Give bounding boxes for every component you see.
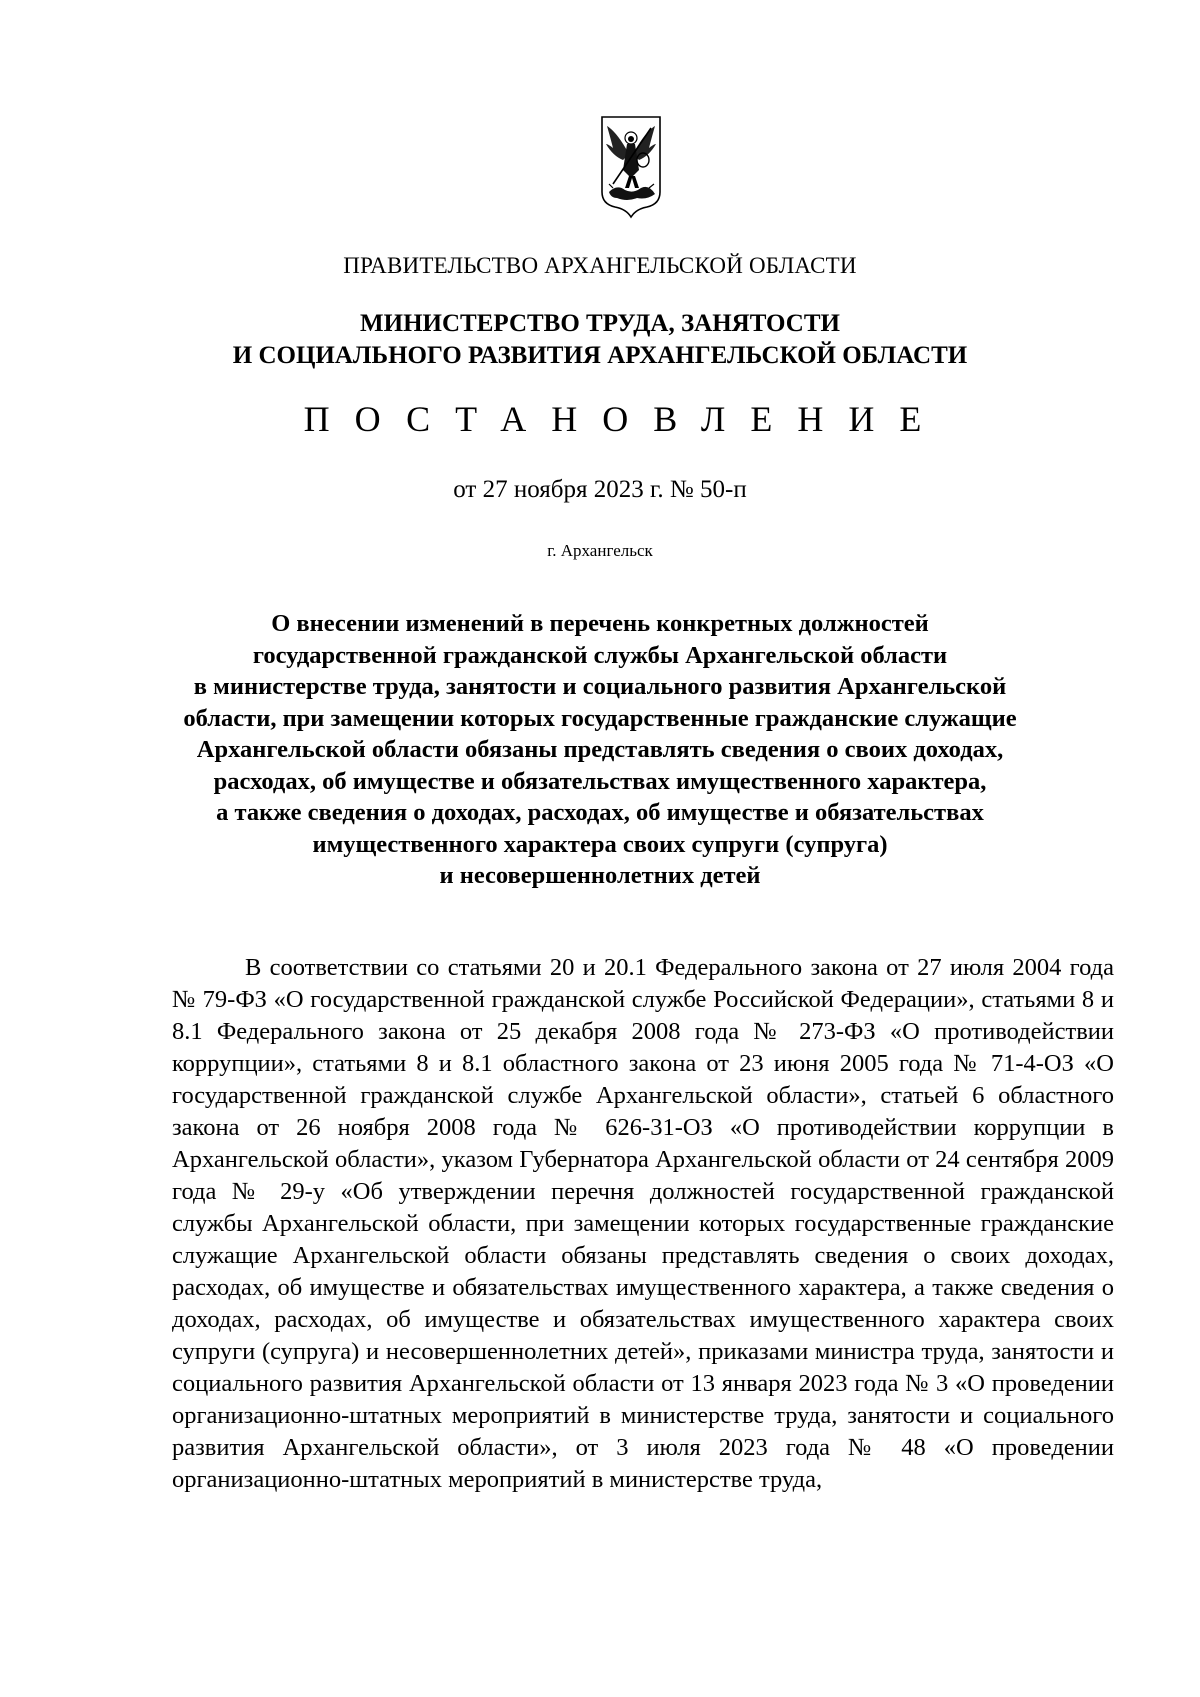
ministry-name-line-2: И СОЦИАЛЬНОГО РАЗВИТИЯ АРХАНГЕЛЬСКОЙ ОБЛАСТИ bbox=[232, 342, 968, 369]
title-line: в министерстве труда, занятости и социального развития Архангельской bbox=[193, 673, 1007, 700]
title-line: государственной гражданской службы Архангельской области bbox=[252, 641, 948, 669]
body-paragraph: В соответствии со статьями 20 и 20.1 Федерального закона от 27 июля 2004 года № 79-ФЗ «О государственной гражданской службе Российской Федерации», статьями 8 и 8.1 Федерального закона от 25 декабря 2008 года № 273-ФЗ «О противодействии коррупции», статьями 8 и 8.1 областного закона от 23 июня 2005 года № 71-4-ОЗ «О государственной гражданской службе Архангельской области», статьей 6 областного закона от 26 ноября 2008 года № 626-31-ОЗ «О противодействии коррупции в Архангельской области», указом Губернатора Архангельской области от 24 сентября 2009 года № 29-у «Об утверждении перечня должностей государственной гражданской службы Архангельской области, при замещении которых государственные гражданские служащие Архангельской области обязаны представлять сведения о своих доходах, расходах, об имуществе и обязательствах имущественного характера, а также сведения о доходах, расходах, об имуществе и обязательствах имущественного характера своих супруги (супруга) и несовершеннолетних детей», приказами министра труда, занятости и социального развития Архангельской области от 13 января 2023 года № 3 «О проведении организационно-штатных мероприятий в министерстве труда, занятости и социального развития Архангельской области», от 3 июля 2023 года № 48 «О проведении организационно-штатных мероприятий в министерстве труда, bbox=[172, 954, 1114, 1493]
title-line: имущественного характера своих супруги (супруга) bbox=[312, 830, 888, 858]
document-city: г. Архангельск bbox=[547, 541, 653, 560]
document-date-number: от 27 ноября 2023 г. № 50-п bbox=[453, 476, 747, 503]
government-name: ПРАВИТЕЛЬСТВО АРХАНГЕЛЬСКОЙ ОБЛАСТИ bbox=[343, 253, 857, 278]
document-title bbox=[0, 608, 1200, 892]
title-line: а также сведения о доходах, расходах, об имуществе и обязательствах bbox=[216, 799, 984, 826]
title-line: О внесении изменений в перечень конкретных должностей bbox=[271, 610, 929, 637]
document-type: ПОСТАНОВЛЕНИЕ bbox=[303, 399, 947, 439]
coat-of-arms-icon bbox=[599, 114, 663, 220]
title-line: и несовершеннолетних детей bbox=[439, 862, 761, 889]
ministry-name-line-1: МИНИСТЕРСТВО ТРУДА, ЗАНЯТОСТИ bbox=[360, 310, 840, 337]
ministry-name bbox=[0, 308, 1200, 372]
title-line: области, при замещении которых государственные гражданские служащие bbox=[183, 704, 1017, 732]
title-line: Архангельской области обязаны представлять сведения о своих доходах, bbox=[196, 736, 1004, 763]
title-line: расходах, об имуществе и обязательствах имущественного характера, bbox=[213, 767, 987, 795]
